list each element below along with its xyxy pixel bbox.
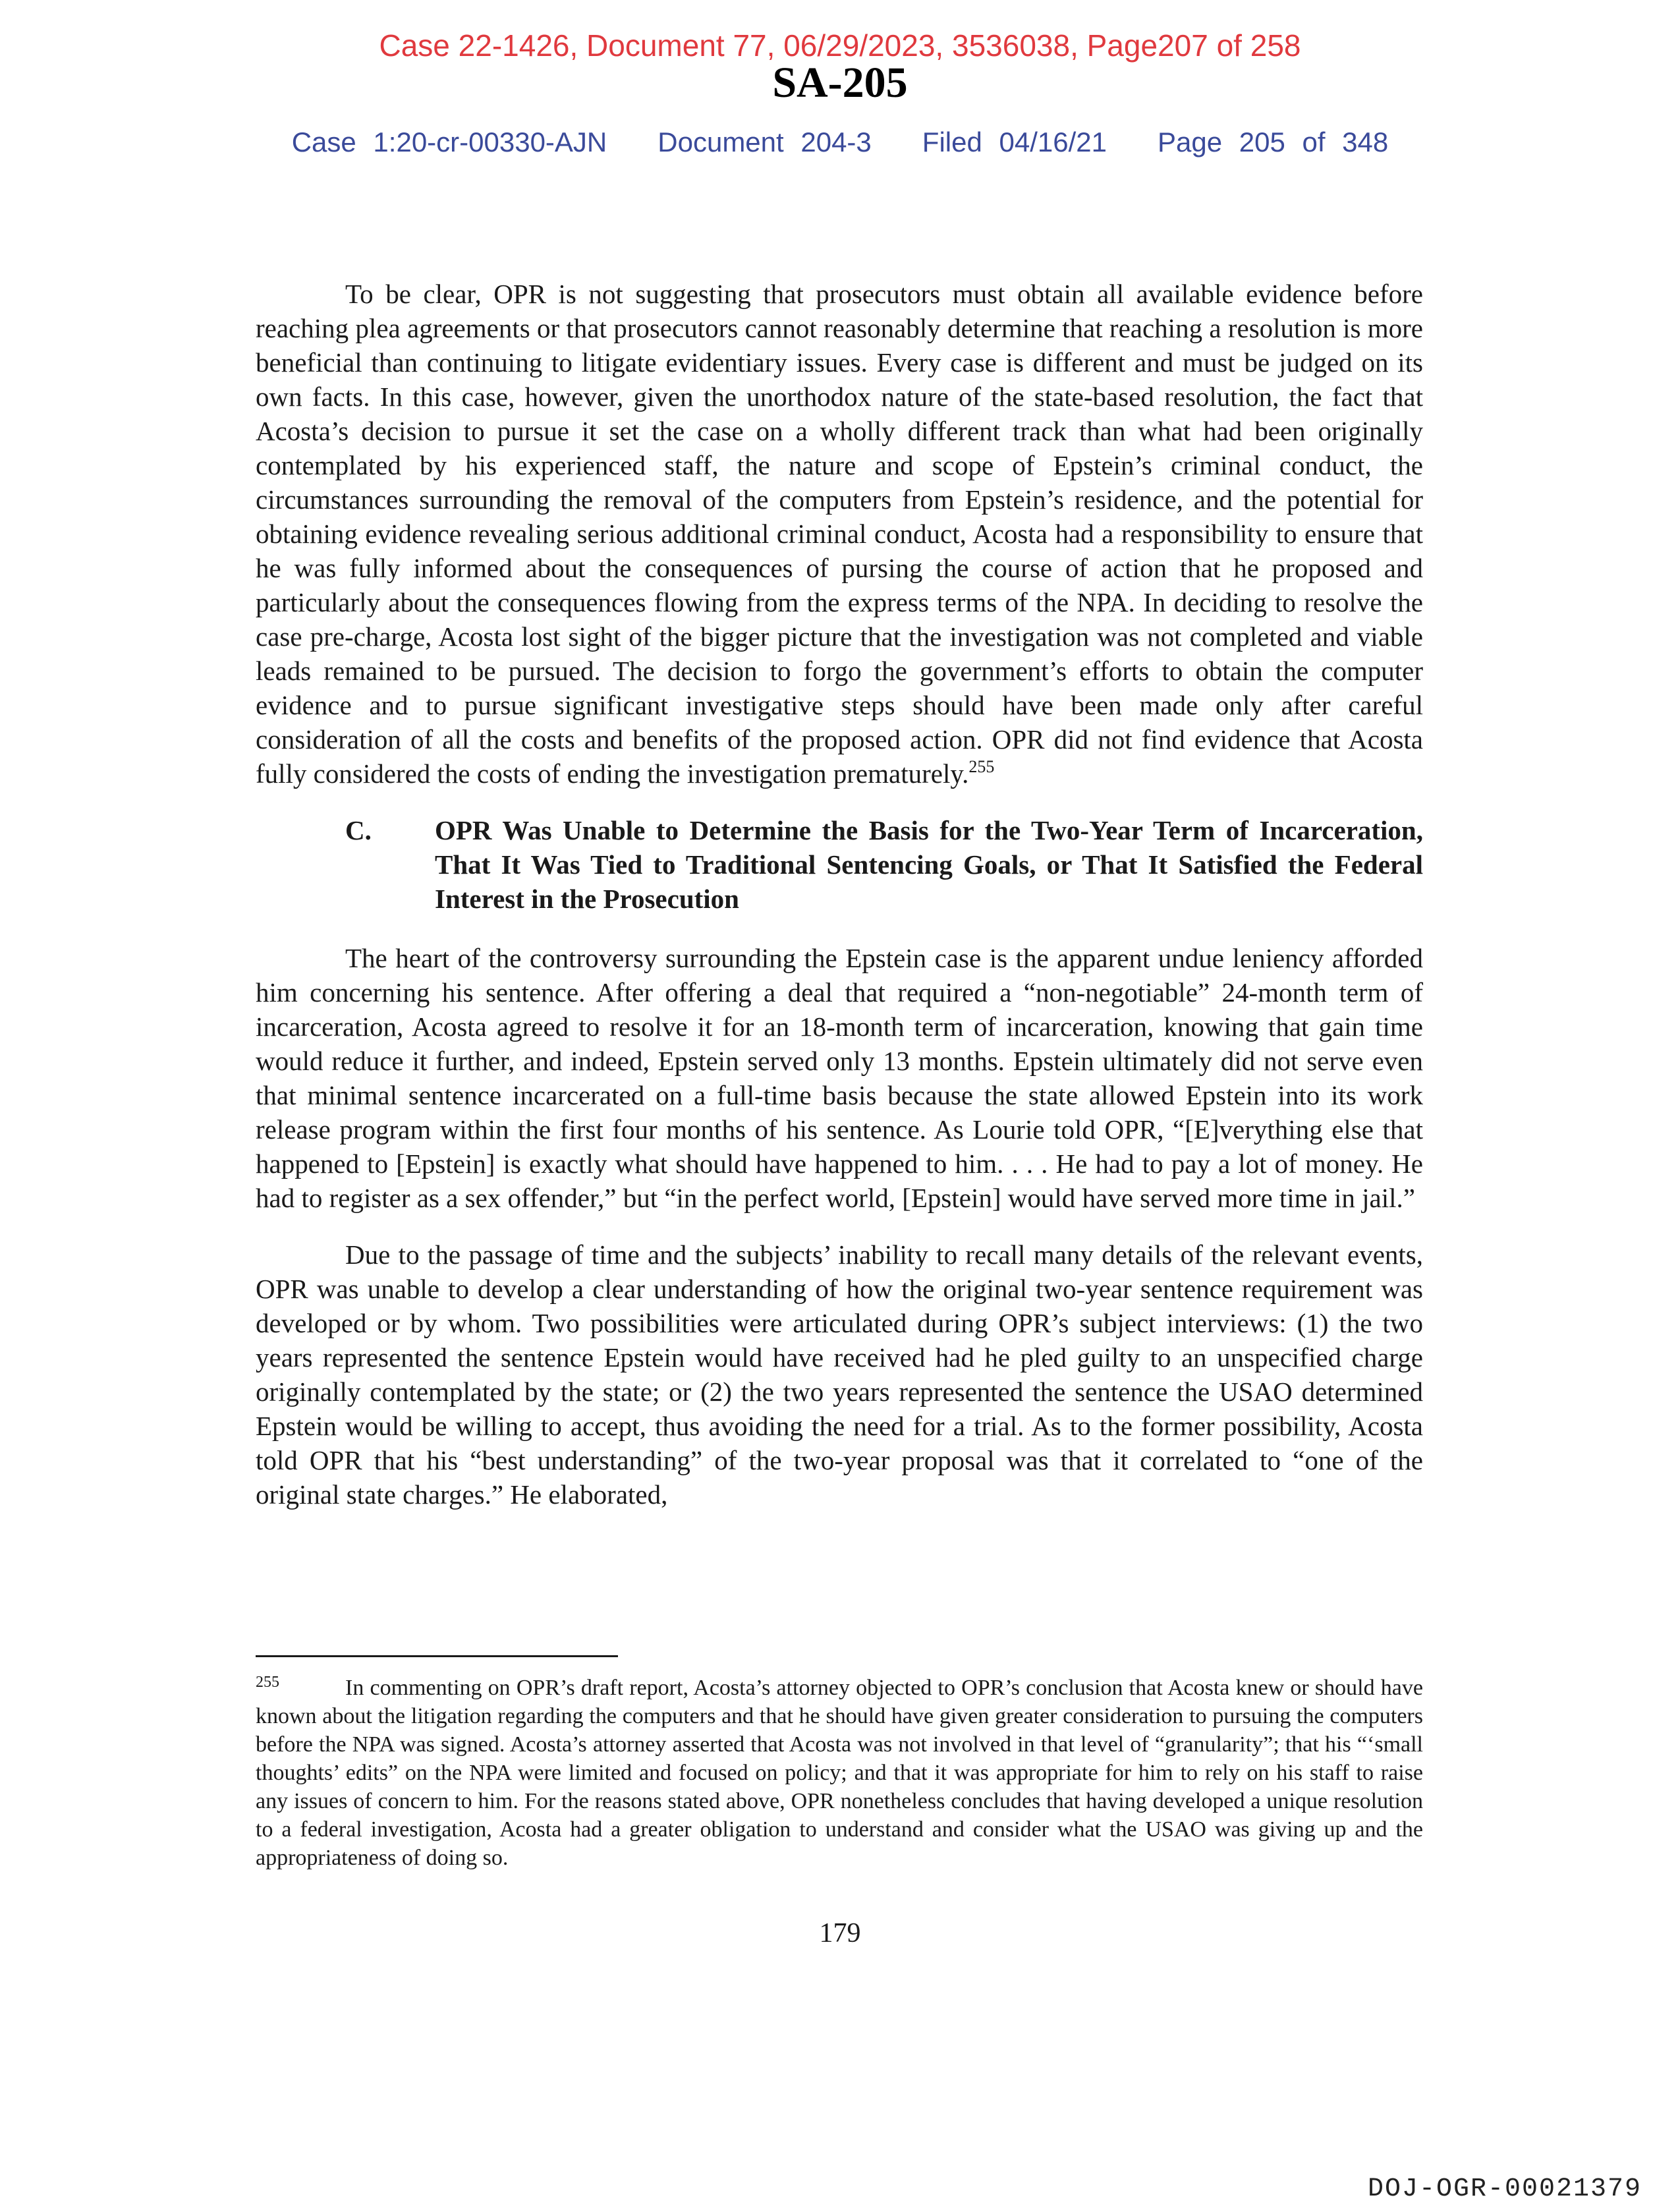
district-case-stamp: Case 1:20-cr-00330-AJN Document 204-3 Filed 04/16/21 Page 205 of 348 bbox=[291, 127, 1389, 157]
footnote-separator bbox=[256, 1655, 618, 1657]
footnote-reference[interactable]: 255 bbox=[968, 757, 995, 776]
document-body bbox=[256, 277, 1423, 1534]
footnote: 255 In commenting on OPR’s draft report, Acosta’s attorney objected to OPR’s conclusion that Acosta knew or should have known about the litigation regarding the computers and that he should have given greater consideration to pursuing the computers before the NPA was signed. Acosta’s attorney asserted that Acosta was not involved in that level of “granularity”; that his “‘small thoughts’ edits” on the NPA were limited and focused on policy; and that it was appropriate for him to rely on his staff to raise any issues of concern to him. For the reasons stated above, OPR nonetheless concludes that having developed a unique resolution to a federal investigation, Acosta had a greater obligation to understand and consider what the USAO was giving up and the appropriateness of doing so. bbox=[256, 1674, 1423, 1870]
page-number: 179 bbox=[819, 1918, 861, 1948]
section-title: OPR Was Unable to Determine the Basis for the Two-Year Term of Incarceration, That It Was Tied to Traditional Sentencing Goals, or That It Satisfied the Federal Interest in the Prosecution bbox=[435, 815, 1423, 914]
paragraph-1-text: To be clear, OPR is not suggesting that prosecutors must obtain all available evidence before reaching plea agreements or that prosecutors cannot reasonably determine that reaching a resolution is more beneficial than continuing to litigate evidentiary issues. Every case is different and must be judged on its own facts. In this case, however, given the unorthodox nature of the state-based resolution, the fact that Acosta’s decision to pursue it set the case on a wholly different track than what had been originally contemplated by his experienced staff, the nature and scope of Epstein’s criminal conduct, the circumstances surrounding the removal of the computers from Epstein’s residence, and the potential for obtaining evidence revealing serious additional criminal conduct, Acosta had a responsibility to ensure that he was fully informed about the consequences of pursing the course of action that he proposed and particularly about the consequences flowing from the express terms of the NPA. In deciding to resolve the case pre-charge, Acosta lost sight of the bigger picture that the investigation was not completed and viable leads remained to be pursued. The decision to forgo the government’s efforts to obtain the computer evidence and to pursue significant investigative steps should have been made only after careful consideration of all the costs and benefits of the proposed action. OPR did not find evidence that Acosta fully considered the costs of ending the investigation prematurely. bbox=[256, 279, 1423, 789]
footnote-text: In commenting on OPR’s draft report, Acosta’s attorney objected to OPR’s conclusion that Acosta knew or should have known about the litigation regarding the computers and that he should have given greater consideration to pursuing the computers before the NPA was signed. Acosta’s attorney asserted that Acosta was not involved in that level of “granularity”; that his “‘small thoughts’ edits” on the NPA were limited and focused on policy; and that it was appropriate for him to rely on his staff to raise any issues of concern to him. For the reasons stated above, OPR nonetheless concludes that having developed a unique resolution to a federal investigation, Acosta had a greater obligation to understand and consider what the USAO was giving up and the appropriateness of doing so. bbox=[256, 1676, 1423, 1870]
appellate-case-stamp: Case 22-1426, Document 77, 06/29/2023, 3536038, Page207 of 258 bbox=[379, 28, 1301, 63]
bates-number: DOJ-OGR-00021379 bbox=[1367, 2174, 1642, 2204]
section-heading bbox=[256, 813, 1423, 916]
paragraph-1 bbox=[256, 277, 1423, 791]
section-letter: C. bbox=[345, 815, 372, 845]
paragraph-3: Due to the passage of time and the subjects’ inability to recall many details of the relevant events, OPR was unable to develop a clear understanding of how the original two-year sentence requirement was developed or by whom. Two possibilities were articulated during OPR’s subject interviews: (1) the two years represented the sentence Epstein would have received had he pled guilty to an unspecified charge originally contemplated by the state; or (2) the two years represented the sentence the USAO determined Epstein would be willing to accept, thus avoiding the need for a trial. As to the former possibility, Acosta told OPR that his “best understanding” of the two-year proposal was that it correlated to “one of the original state charges.” He elaborated, bbox=[256, 1239, 1423, 1510]
paragraph-2: The heart of the controversy surrounding the Epstein case is the apparent undue leniency afforded him concerning his sentence. After offering a deal that required a “non-negotiable” 24-month term of incarceration, Acosta agreed to resolve it for an 18-month term of incarceration, knowing that gain time would reduce it further, and indeed, Epstein served only 13 months. Epstein ultimately did not serve even that minimal sentence incarcerated on a full-time basis because the state allowed Epstein into its work release program within the first four months of his sentence. As Lourie told OPR, “[E]verything else that happened to [Epstein] is exactly what should have happened to him. . . . He had to pay a lot of money. He had to register as a sex offender,” but “in the perfect world, [Epstein] would have served more time in jail.” bbox=[256, 943, 1423, 1213]
appendix-page-label: SA-205 bbox=[772, 59, 908, 107]
